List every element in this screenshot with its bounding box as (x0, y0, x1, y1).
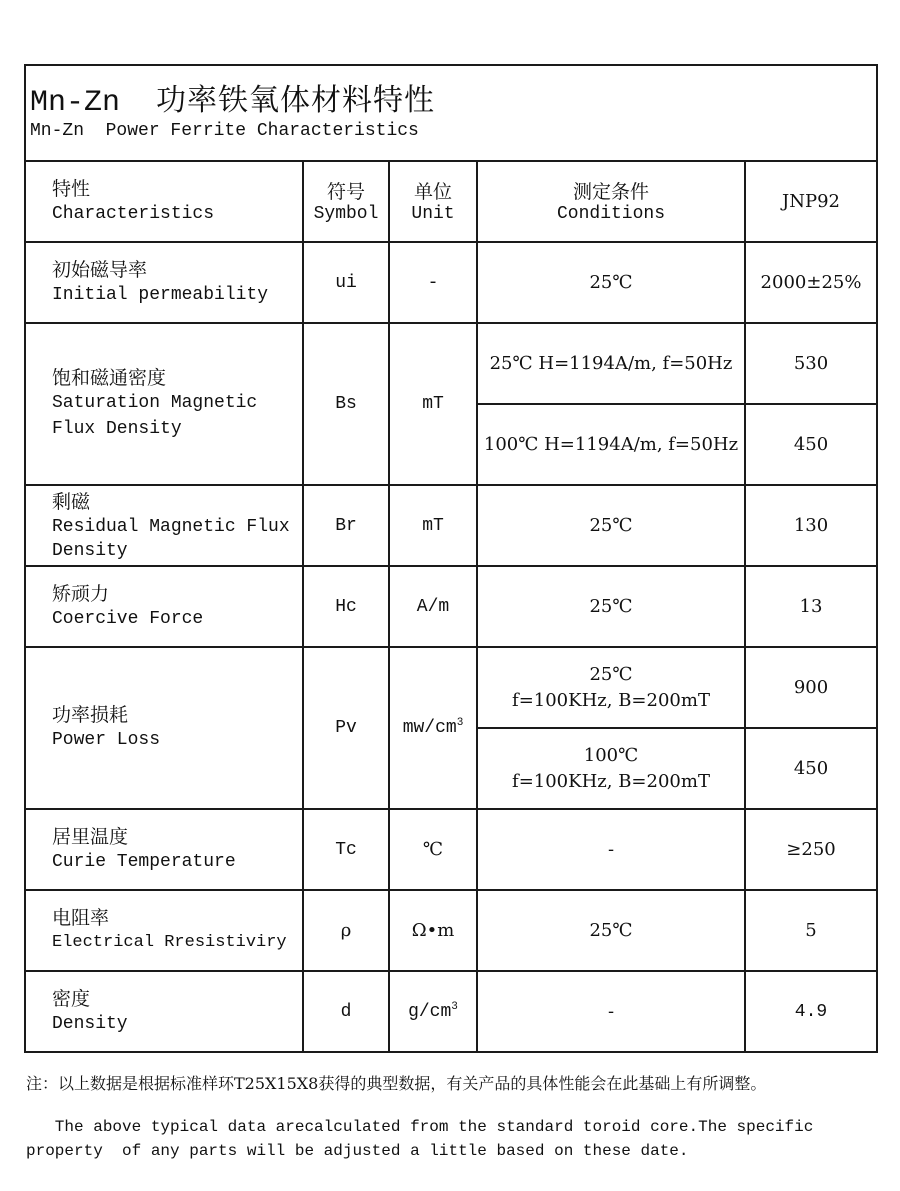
title-cell (25, 65, 877, 161)
header-row (25, 161, 877, 242)
characteristic-en: Power Loss (52, 730, 161, 750)
characteristic-cell (25, 485, 303, 566)
table-row-power-loss (25, 647, 877, 728)
unit-exponent: 3 (456, 717, 464, 729)
characteristic-cell (25, 971, 303, 1052)
characteristic-cn: 矫顽力 (52, 582, 110, 605)
header-unit-en: Unit (411, 203, 455, 224)
symbol-cell: Pv (303, 647, 389, 809)
ferrite-characteristics-table (24, 64, 878, 1053)
title-prefix: Mn-Zn (30, 86, 121, 120)
unit-cell: mT (389, 323, 477, 485)
value-cell: 900 (745, 647, 877, 728)
condition-cell (477, 647, 745, 728)
characteristic-en: Curie Temperature (52, 851, 236, 872)
unit-cell: Ω•m (389, 890, 477, 971)
value-cell: 2000±25% (745, 242, 877, 323)
characteristic-en-2: Density (52, 540, 128, 561)
condition-cell: 25℃ (477, 242, 745, 323)
condition-cell: 25℃ (477, 485, 745, 566)
table-row-curie (25, 809, 877, 890)
symbol-cell: d (303, 971, 389, 1052)
header-conditions-en: Conditions (556, 203, 666, 224)
value-cell: 130 (745, 485, 877, 566)
header-conditions-cn: 测定条件 (572, 180, 649, 203)
header-symbol-en: Symbol (313, 203, 379, 224)
condition-cell: - (477, 971, 745, 1052)
characteristic-cell (25, 647, 303, 809)
condition-cell: - (477, 809, 745, 890)
characteristic-cn: 初始磁导率 (52, 258, 148, 281)
symbol-cell: Tc (303, 809, 389, 890)
condition-cell (477, 728, 745, 809)
header-symbol-cn: 符号 (326, 180, 365, 203)
header-characteristics-en: Characteristics (52, 203, 215, 224)
condition-temp: 25℃ (589, 663, 633, 685)
table-row-residual (25, 485, 877, 566)
condition-cell: 100℃ H=1194A/m, f=50Hz (477, 404, 745, 485)
table-row-density (25, 971, 877, 1052)
value-cell: 450 (745, 728, 877, 809)
characteristic-cn: 剩磁 (52, 490, 91, 513)
characteristic-en-2: Flux Density (52, 419, 182, 439)
unit-cell: ℃ (389, 809, 477, 890)
value-cell: 530 (745, 323, 877, 404)
title-row (25, 65, 877, 161)
characteristic-cn: 饱和磁通密度 (52, 367, 167, 389)
symbol-cell: Br (303, 485, 389, 566)
symbol-cell: ρ (303, 890, 389, 971)
table-row-saturation (25, 323, 877, 404)
unit-cell (389, 647, 477, 809)
condition-temp: 100℃ (583, 744, 639, 766)
header-characteristics (25, 161, 303, 242)
page-title (30, 84, 876, 120)
symbol-cell: Hc (303, 566, 389, 647)
symbol-cell: Bs (303, 323, 389, 485)
characteristic-cell (25, 809, 303, 890)
characteristic-en: Coercive Force (52, 608, 204, 629)
characteristic-en: Residual Magnetic Flux (52, 516, 290, 537)
characteristic-cn: 密度 (52, 987, 91, 1010)
header-symbol (303, 161, 389, 242)
value-cell: 5 (745, 890, 877, 971)
value-cell: 4.9 (745, 971, 877, 1052)
condition-params: f=100KHz, B=200mT (512, 770, 710, 792)
header-conditions (477, 161, 745, 242)
footnote-english: The above typical data arecalculated from the standard toroid core.The specific property of any parts will be adjusted a little based on these date. (26, 1118, 814, 1160)
characteristic-en: Electrical Rresistiviry (52, 932, 287, 952)
characteristic-en: Initial permeability (52, 284, 269, 305)
unit-cell: - (389, 242, 477, 323)
header-material: JNP92 (745, 161, 877, 242)
unit-base: g/cm (408, 1001, 452, 1022)
title-chinese: 功率铁氧体材料特性 (156, 83, 436, 118)
characteristic-cell (25, 890, 303, 971)
characteristic-cn: 居里温度 (52, 825, 129, 848)
characteristic-cell (25, 566, 303, 647)
page-subtitle: Mn-Zn Power Ferrite Characteristics (30, 121, 419, 141)
characteristic-cn: 功率损耗 (52, 704, 129, 726)
characteristic-cn: 电阻率 (52, 906, 110, 929)
header-unit-cn: 单位 (413, 180, 452, 203)
condition-cell: 25℃ H=1194A/m, f=50Hz (477, 323, 745, 404)
condition-cell: 25℃ (477, 566, 745, 647)
value-cell: ≥250 (745, 809, 877, 890)
symbol-cell: ui (303, 242, 389, 323)
header-unit (389, 161, 477, 242)
condition-cell: 25℃ (477, 890, 745, 971)
unit-base: mw/cm (402, 718, 457, 738)
value-cell: 450 (745, 404, 877, 485)
characteristic-cell (25, 242, 303, 323)
header-characteristics-cn: 特性 (52, 177, 91, 200)
condition-params: f=100KHz, B=200mT (512, 689, 710, 711)
unit-exponent: 3 (451, 1000, 458, 1013)
footnote-chinese: 注：以上数据是根据标准样环T25X15X8获得的典型数据，有关产品的具体性能会在此基础上有所调整。 (26, 1074, 767, 1093)
unit-cell: A/m (389, 566, 477, 647)
table-row-coercive (25, 566, 877, 647)
table-row-permeability (25, 242, 877, 323)
characteristic-en: Density (52, 1013, 128, 1034)
value-cell: 13 (745, 566, 877, 647)
unit-cell: mT (389, 485, 477, 566)
characteristic-en: Saturation Magnetic (52, 393, 258, 413)
unit-cell (389, 971, 477, 1052)
table-row-resistivity (25, 890, 877, 971)
characteristic-cell (25, 323, 303, 485)
